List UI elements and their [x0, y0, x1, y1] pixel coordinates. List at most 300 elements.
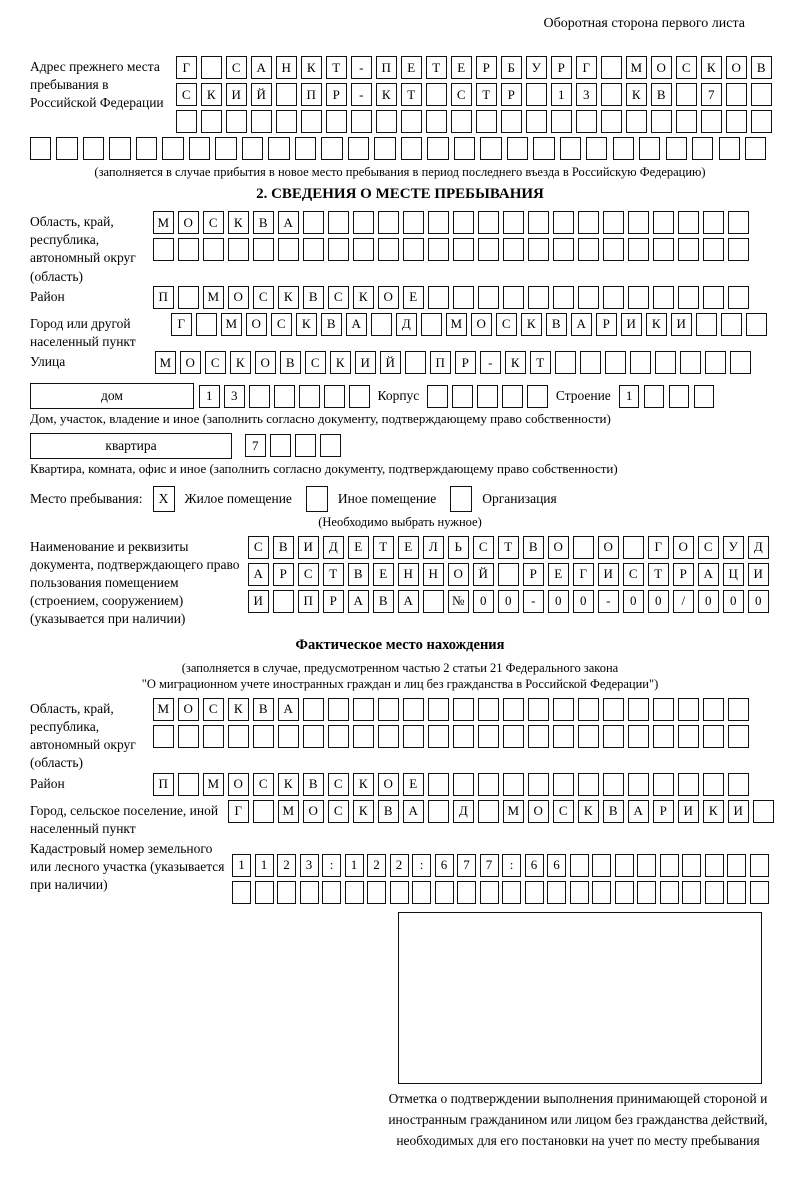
apartment-note: Квартира, комната, офис и иное (заполнить согласно документу, подтверждающему право собственности) [30, 460, 618, 476]
char-cell: В [373, 590, 394, 613]
char-cell: И [598, 563, 619, 586]
char-cell [427, 385, 448, 408]
char-cell: Й [473, 563, 494, 586]
char-cell: К [353, 286, 374, 309]
char-cell [605, 351, 626, 374]
char-cell [228, 725, 249, 748]
char-cell: К [578, 800, 599, 823]
char-cell: К [376, 83, 397, 106]
char-cell: 0 [548, 590, 569, 613]
char-cell [295, 137, 316, 160]
char-cell: 7 [457, 854, 476, 877]
char-cell: - [480, 351, 501, 374]
char-cell [613, 137, 634, 160]
char-cell: Т [373, 536, 394, 559]
char-cell: № [448, 590, 469, 613]
char-cell [503, 698, 524, 721]
char-cell: : [322, 854, 341, 877]
char-cell: Р [273, 563, 294, 586]
char-cell [328, 211, 349, 234]
char-cell: В [348, 563, 369, 586]
char-cell [692, 137, 713, 160]
char-cell [703, 773, 724, 796]
char-cell [615, 854, 634, 877]
stay-note: (Необходимо выбрать нужное) [318, 514, 482, 529]
char-cell: 6 [435, 854, 454, 877]
char-row-full [30, 137, 770, 160]
char-cell [428, 800, 449, 823]
char-cell: Т [323, 563, 344, 586]
char-cell: С [451, 83, 472, 106]
char-cell: О [255, 351, 276, 374]
char-row [171, 313, 767, 336]
char-cell: К [703, 800, 724, 823]
char-cell [644, 385, 665, 408]
char-cell [653, 698, 674, 721]
char-cell: 3 [576, 83, 597, 106]
char-cell [348, 137, 369, 160]
checkbox-organization [450, 486, 472, 512]
char-cell [427, 137, 448, 160]
char-cell [401, 137, 422, 160]
city2-block [30, 800, 770, 838]
char-cell [547, 881, 566, 904]
char-cell: О [673, 536, 694, 559]
char-cell: К [301, 56, 322, 79]
prev-address-grid [176, 56, 772, 137]
char-cell [696, 313, 717, 336]
district2-label: Район [30, 775, 65, 791]
char-cell: 7 [245, 434, 266, 457]
char-cell [453, 773, 474, 796]
char-cell [452, 385, 473, 408]
char-cell [653, 773, 674, 796]
char-cell: / [673, 590, 694, 613]
char-cell [201, 56, 222, 79]
char-cell: 7 [701, 83, 722, 106]
char-cell [653, 725, 674, 748]
char-cell: И [678, 800, 699, 823]
char-cell [353, 211, 374, 234]
char-cell: 2 [390, 854, 409, 877]
char-cell [178, 773, 199, 796]
char-cell: С [205, 351, 226, 374]
char-cell: О [528, 800, 549, 823]
char-cell: 3 [224, 385, 245, 408]
char-cell: Р [653, 800, 674, 823]
cadastral-block [30, 838, 770, 908]
street-block [30, 351, 770, 378]
char-cell [178, 286, 199, 309]
char-cell [578, 286, 599, 309]
street-label: Улица [30, 354, 66, 370]
char-cell: Д [453, 800, 474, 823]
char-cell [376, 110, 397, 133]
char-cell [651, 110, 672, 133]
char-cell [423, 590, 444, 613]
char-cell [603, 773, 624, 796]
char-cell: С [248, 536, 269, 559]
char-cell: Л [423, 536, 444, 559]
region2-block [30, 698, 770, 773]
char-cell: С [328, 800, 349, 823]
char-cell: Т [476, 83, 497, 106]
char-cell [426, 110, 447, 133]
char-cell: О [228, 286, 249, 309]
stroenie-cells [619, 385, 715, 408]
char-cell [428, 211, 449, 234]
char-cell: Е [403, 286, 424, 309]
char-cell: И [671, 313, 692, 336]
char-cell: О [178, 211, 199, 234]
char-cell [637, 854, 656, 877]
korpus-cells [427, 385, 548, 408]
char-cell [669, 385, 690, 408]
char-cell: П [301, 83, 322, 106]
char-cell [299, 385, 320, 408]
char-cell [746, 313, 767, 336]
char-cell: 0 [573, 590, 594, 613]
char-cell: В [253, 211, 274, 234]
char-cell [578, 773, 599, 796]
char-cell: Д [396, 313, 417, 336]
char-cell [592, 881, 611, 904]
char-cell: В [253, 698, 274, 721]
char-cell: П [430, 351, 451, 374]
char-cell: Т [530, 351, 551, 374]
house-box-label: дом [30, 383, 194, 409]
char-cell [603, 286, 624, 309]
char-cell [503, 286, 524, 309]
char-cell [251, 110, 272, 133]
stamp-area [398, 912, 762, 1084]
char-cell [428, 725, 449, 748]
char-cell [403, 238, 424, 261]
char-cell: К [646, 313, 667, 336]
char-cell: Р [501, 83, 522, 106]
char-cell [303, 698, 324, 721]
char-cell: М [446, 313, 467, 336]
char-cell: - [351, 56, 372, 79]
char-cell: К [278, 773, 299, 796]
char-cell: И [621, 313, 642, 336]
cadastral-grid [232, 838, 769, 908]
char-cell: 1 [255, 854, 274, 877]
char-cell: Е [451, 56, 472, 79]
char-cell: М [153, 698, 174, 721]
document-grid [248, 536, 769, 617]
char-cell: Й [380, 351, 401, 374]
char-cell [580, 351, 601, 374]
char-cell [253, 800, 274, 823]
char-cell [478, 773, 499, 796]
char-cell: А [248, 563, 269, 586]
char-cell [528, 238, 549, 261]
char-cell [528, 725, 549, 748]
char-cell [228, 238, 249, 261]
char-cell [528, 211, 549, 234]
section2-title: 2. СВЕДЕНИЯ О МЕСТЕ ПРЕБЫВАНИЯ [256, 186, 544, 202]
char-cell: И [728, 800, 749, 823]
char-cell: В [651, 83, 672, 106]
char-cell [753, 800, 774, 823]
char-cell [553, 725, 574, 748]
char-cell [719, 137, 740, 160]
char-cell [728, 725, 749, 748]
char-cell [478, 286, 499, 309]
char-cell [426, 83, 447, 106]
char-cell: Т [326, 56, 347, 79]
char-cell: 2 [367, 854, 386, 877]
char-cell [653, 211, 674, 234]
region2-grid [153, 698, 749, 752]
char-cell [83, 137, 104, 160]
char-cell [527, 385, 548, 408]
char-cell [403, 211, 424, 234]
char-cell [303, 238, 324, 261]
char-cell [226, 110, 247, 133]
char-cell: И [248, 590, 269, 613]
option-organization-label: Организация [482, 490, 557, 506]
char-cell: К [230, 351, 251, 374]
char-cell: Й [251, 83, 272, 106]
char-cell: П [298, 590, 319, 613]
char-cell: С [176, 83, 197, 106]
char-cell: А [278, 698, 299, 721]
char-cell: 1 [199, 385, 220, 408]
char-cell [421, 313, 442, 336]
char-cell [603, 238, 624, 261]
char-cell: 1 [551, 83, 572, 106]
char-cell [478, 725, 499, 748]
char-cell: С [271, 313, 292, 336]
char-cell [503, 211, 524, 234]
char-cell: О [178, 698, 199, 721]
char-cell: 0 [648, 590, 669, 613]
char-cell [401, 110, 422, 133]
char-cell [196, 313, 217, 336]
char-cell [502, 881, 521, 904]
char-cell [435, 881, 454, 904]
city2-label: Город, сельское поселение, иной населенный пункт [30, 802, 219, 836]
char-cell [390, 881, 409, 904]
char-cell: М [203, 286, 224, 309]
prev-address-note: (заполняется в случае прибытия в новое место пребывания в период последнего въезда в Российскую Федерацию) [94, 165, 706, 179]
char-cell [453, 286, 474, 309]
char-cell: К [330, 351, 351, 374]
char-cell [378, 698, 399, 721]
char-row [153, 286, 749, 309]
char-cell [403, 698, 424, 721]
char-cell [276, 110, 297, 133]
char-cell [428, 238, 449, 261]
house-number-cells [199, 385, 370, 408]
actual-location-title: Фактическое место нахождения [295, 636, 505, 653]
char-cell: - [523, 590, 544, 613]
char-cell: Ь [448, 536, 469, 559]
char-cell: 0 [748, 590, 769, 613]
char-cell [328, 238, 349, 261]
char-cell: А [698, 563, 719, 586]
char-row [153, 773, 749, 796]
district2-block [30, 773, 770, 800]
checkbox-other-premises [306, 486, 328, 512]
char-cell: С [553, 800, 574, 823]
char-cell [703, 286, 724, 309]
char-cell: Г [648, 536, 669, 559]
char-cell [626, 110, 647, 133]
char-row [248, 590, 769, 613]
char-cell [451, 110, 472, 133]
char-cell [601, 56, 622, 79]
char-cell [560, 137, 581, 160]
char-cell [628, 238, 649, 261]
apartment-box-label: квартира [30, 433, 232, 459]
char-cell: П [153, 286, 174, 309]
char-cell: М [155, 351, 176, 374]
prev-address-block [30, 56, 770, 137]
char-cell [371, 313, 392, 336]
char-row [248, 563, 769, 586]
char-cell: Е [401, 56, 422, 79]
char-cell [666, 137, 687, 160]
char-row [176, 56, 772, 79]
char-cell: Т [648, 563, 669, 586]
char-cell [676, 110, 697, 133]
char-cell: Е [348, 536, 369, 559]
char-cell: С [253, 773, 274, 796]
char-cell: А [628, 800, 649, 823]
char-row [228, 800, 774, 823]
char-cell: О [378, 773, 399, 796]
char-cell [615, 881, 634, 904]
char-cell [682, 881, 701, 904]
char-cell [601, 110, 622, 133]
actual-location-note1: (заполняется в случае, предусмотренном частью 2 статьи 21 Федерального закона [181, 660, 619, 675]
char-cell: А [398, 590, 419, 613]
char-cell [570, 881, 589, 904]
char-row [248, 536, 769, 559]
char-cell: - [598, 590, 619, 613]
char-cell [480, 881, 499, 904]
char-cell [153, 725, 174, 748]
char-cell: С [328, 773, 349, 796]
char-cell [176, 110, 197, 133]
korpus-label: Корпус [377, 388, 420, 404]
char-cell [553, 286, 574, 309]
char-cell [253, 725, 274, 748]
char-cell [703, 698, 724, 721]
char-cell [751, 83, 772, 106]
char-row [155, 351, 751, 374]
char-cell: : [412, 854, 431, 877]
char-cell: В [523, 536, 544, 559]
char-cell: С [298, 563, 319, 586]
char-cell [353, 238, 374, 261]
cadastral-label: Кадастровый номер земельного или лесного участка (указывается при наличии) [30, 840, 225, 893]
char-cell: К [278, 286, 299, 309]
house-note: Дом, участок, владение и иное (заполнить согласно документу, подтверждающему право собственности) [30, 411, 611, 427]
char-cell [378, 725, 399, 748]
char-cell: О [651, 56, 672, 79]
char-cell [30, 137, 51, 160]
char-cell: Р [323, 590, 344, 613]
char-cell [507, 137, 528, 160]
char-cell: Д [323, 536, 344, 559]
char-cell: : [502, 854, 521, 877]
document-block [30, 536, 770, 629]
char-cell [603, 698, 624, 721]
char-cell [653, 238, 674, 261]
char-cell [703, 211, 724, 234]
char-cell: 0 [623, 590, 644, 613]
char-cell: С [203, 698, 224, 721]
char-cell: Т [498, 536, 519, 559]
char-cell: Е [373, 563, 394, 586]
option-other-premises-label: Иное помещение [337, 490, 437, 506]
region2-label: Область, край, республика, автономный округ (область) [30, 700, 136, 771]
char-cell [353, 698, 374, 721]
char-cell [270, 434, 291, 457]
page-header: Оборотная сторона первого листа [543, 16, 745, 31]
char-cell: О [548, 536, 569, 559]
char-cell: А [251, 56, 272, 79]
char-cell: С [203, 211, 224, 234]
char-cell [678, 773, 699, 796]
char-cell [628, 725, 649, 748]
char-cell [503, 725, 524, 748]
char-cell [109, 137, 130, 160]
char-cell [378, 211, 399, 234]
prev-address-label: Адрес прежнего места пребывания в Российской Федерации [30, 59, 164, 111]
char-cell [412, 881, 431, 904]
char-cell: Р [551, 56, 572, 79]
char-cell: Ц [723, 563, 744, 586]
char-cell [553, 773, 574, 796]
char-cell [526, 83, 547, 106]
char-cell [321, 137, 342, 160]
char-cell: К [201, 83, 222, 106]
char-cell [578, 698, 599, 721]
char-cell: В [546, 313, 567, 336]
char-cell: 7 [480, 854, 499, 877]
char-row [153, 698, 749, 721]
char-cell [349, 385, 370, 408]
char-cell: М [153, 211, 174, 234]
char-cell [324, 385, 345, 408]
char-cell: Р [523, 563, 544, 586]
city-label: Город или другой населенный пункт [30, 315, 136, 350]
char-cell: В [303, 773, 324, 796]
char-cell: А [278, 211, 299, 234]
char-cell [570, 854, 589, 877]
apartment-cells [245, 434, 341, 457]
char-cell [628, 211, 649, 234]
char-cell: В [751, 56, 772, 79]
char-cell [660, 881, 679, 904]
char-cell [454, 137, 475, 160]
char-cell: И [355, 351, 376, 374]
char-cell: 6 [547, 854, 566, 877]
char-cell: В [378, 800, 399, 823]
char-cell [701, 110, 722, 133]
char-cell: Е [398, 536, 419, 559]
char-cell: О [378, 286, 399, 309]
char-cell [630, 351, 651, 374]
char-cell [553, 211, 574, 234]
char-cell: А [348, 590, 369, 613]
char-cell [525, 881, 544, 904]
